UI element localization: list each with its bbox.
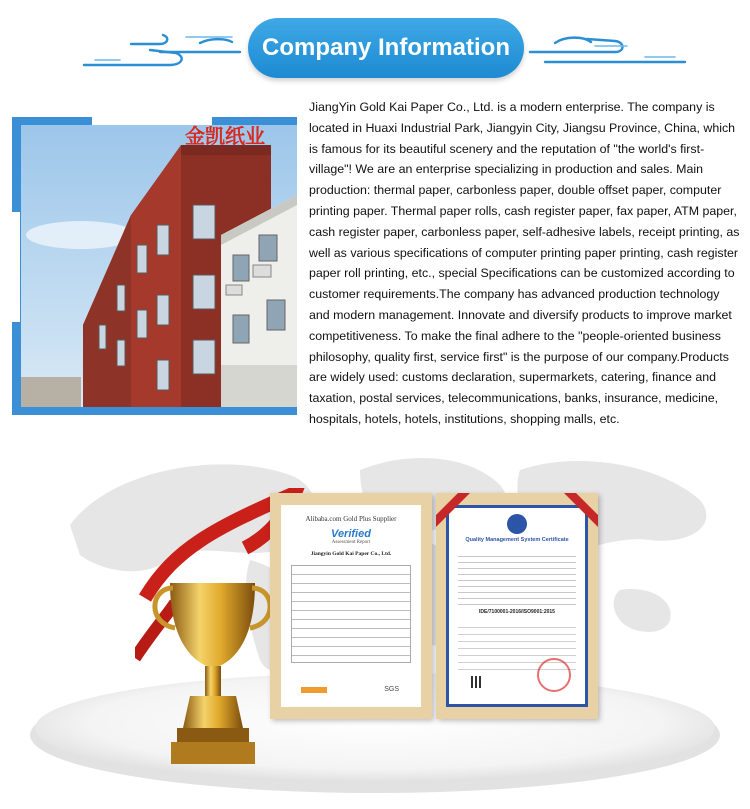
assessment-label: Assessment Report [331, 540, 371, 545]
corner-ribbons [436, 493, 598, 719]
page-title: Company Information [248, 18, 524, 78]
section-header [0, 0, 750, 95]
cert-title: Quality Management System Certificate [465, 537, 569, 543]
company-description: JiangYin Gold Kai Paper Co., Ltd. is a modern enterprise. The company is located in Huaxi Industrial Park, Jiangyin City, Jiangsu Province, China, which is famous for its beautiful scenery and the reputation of "the world's first-village"! We are an enterprise specializing in production and sales. Main production: thermal paper, carbonless paper, double offset paper, computer printing paper. Thermal paper rolls, cash register paper, fax paper, ATM paper, cash register paper, carbonless paper, self-adhesive labels, receipt printing, as well as various specifications of computer printing paper printing, cash register paper roll printing, etc., special Specifications can be customized according to customer requirements.The company has advanced production technology and modern management. Innovate and diversify products to improve market competitiveness. To make the final adhere to the "people-oriented business philosophy, quality first, service first" is the purpose of our company.Products are widely used: customs declaration, supermarkets, catering, finance and taxation, postal services, telecommunications, banks, insurance, medicine, hospitals, hotels, hotels, institutions, shopping malls, etc. [309, 100, 740, 426]
building-sign: 金凯纸业 [185, 125, 265, 148]
right-swirl-ornament [525, 0, 705, 95]
certificates-showcase [0, 430, 750, 809]
building-image [21, 125, 297, 407]
sgs-label: SGS [384, 686, 399, 693]
cert-number: IDE/7100001-2016/ISO9001:2015 [479, 609, 555, 615]
left-swirl-ornament [0, 0, 250, 95]
quality-management-certificate [436, 493, 598, 719]
company-name: Jiangyin Gold Kai Paper Co., Ltd. [310, 551, 392, 557]
cert-heading: Alibaba.com Gold Plus Supplier [305, 515, 397, 523]
gold-supplier-certificate [270, 493, 432, 719]
report-table [291, 565, 411, 663]
verified-label: Verified [331, 528, 371, 540]
company-building-photo [12, 117, 297, 415]
stamp-icon [301, 687, 327, 693]
